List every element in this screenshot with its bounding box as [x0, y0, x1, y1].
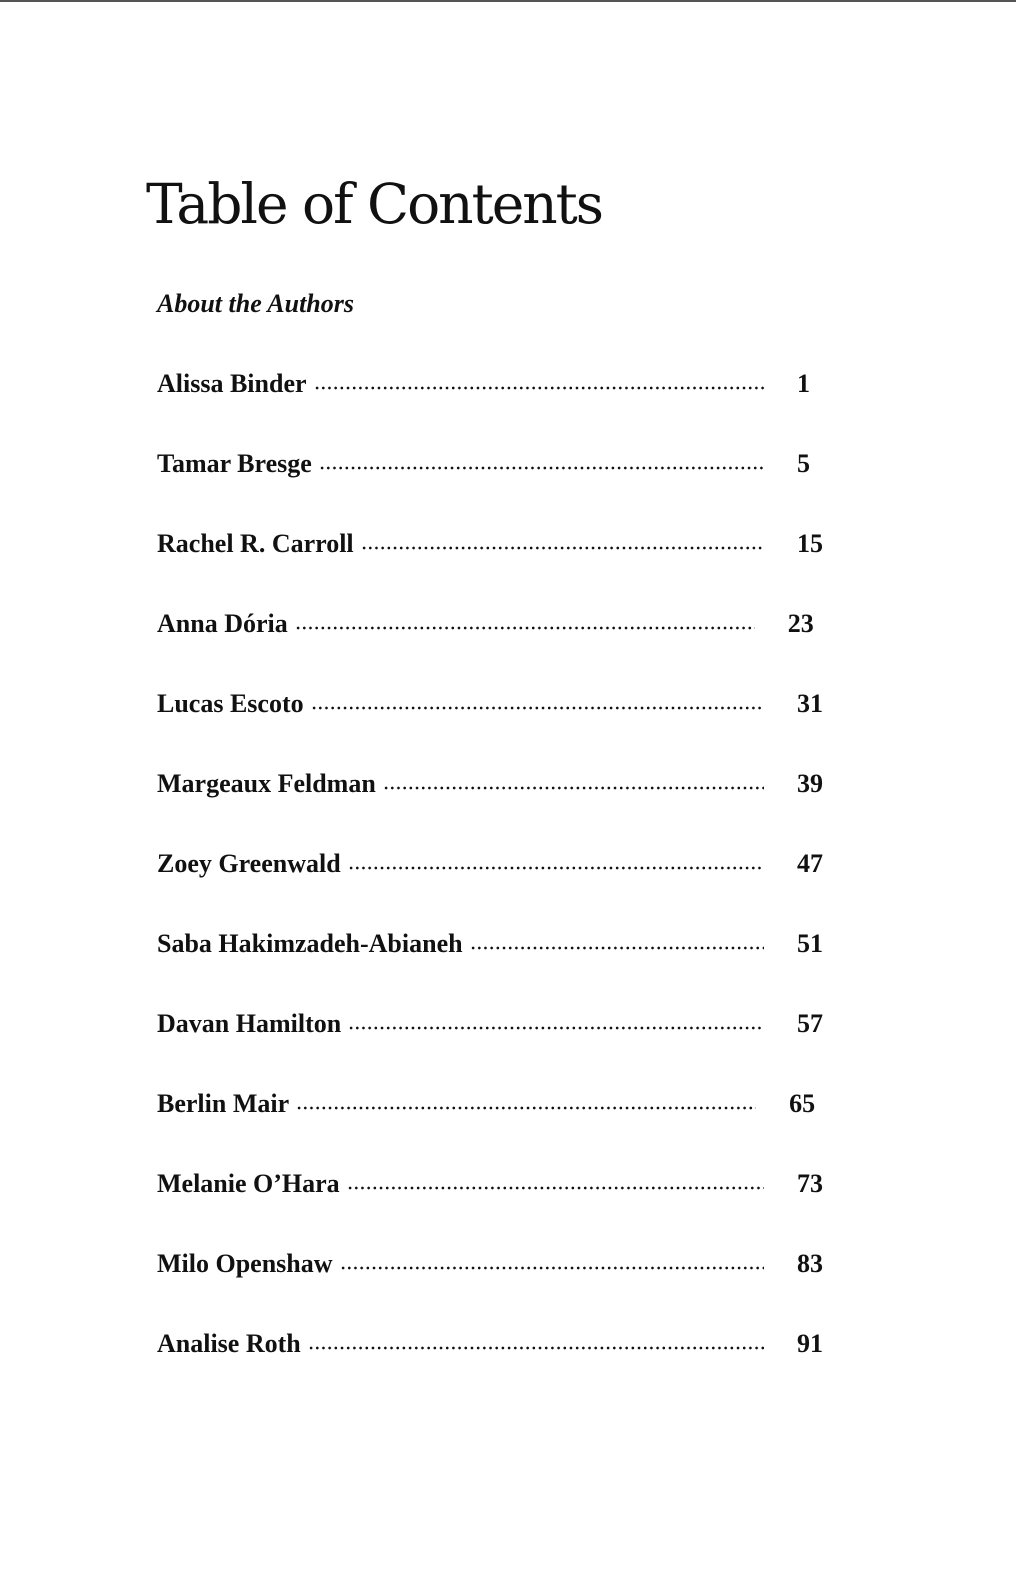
toc-entry-name: Berlin Mair: [157, 1089, 290, 1118]
dot-leader: [314, 386, 764, 390]
dot-leader: [383, 786, 764, 790]
dot-leader: [470, 946, 764, 950]
toc-entry-name: Alissa Binder: [157, 369, 307, 398]
toc-entry[interactable]: [157, 1246, 837, 1326]
toc-entry-name: Davan Hamilton: [157, 1009, 342, 1038]
toc-entry-name: Tamar Bresge: [157, 449, 312, 478]
dot-leader: [340, 1266, 764, 1270]
toc-entry[interactable]: [157, 1086, 837, 1166]
dot-leader: [347, 1186, 764, 1190]
section-heading: About the Authors: [157, 289, 355, 318]
toc-entry-name: Milo Openshaw: [157, 1249, 333, 1278]
dot-leader: [296, 1106, 756, 1110]
toc-entry[interactable]: [157, 766, 837, 846]
toc-entry-page: 15: [797, 529, 823, 558]
toc-entry[interactable]: [157, 446, 837, 526]
toc-entry-name: Anna Dória: [157, 609, 288, 638]
dot-leader: [311, 706, 764, 710]
toc-entry-name: Margeaux Feldman: [157, 769, 376, 798]
dot-leader: [361, 546, 764, 550]
page-title: Table of Contents: [146, 172, 603, 236]
dot-leader: [295, 626, 755, 630]
dot-leader: [319, 466, 764, 470]
toc-entry[interactable]: [157, 1326, 837, 1406]
toc-entry-page: 31: [797, 689, 823, 718]
toc-entry-page: 39: [797, 769, 823, 798]
toc-entry[interactable]: [157, 1006, 837, 1086]
toc-list: [157, 366, 837, 1406]
dot-leader: [348, 1026, 764, 1030]
toc-entry-page: 57: [797, 1009, 823, 1038]
dot-leader: [308, 1346, 764, 1350]
toc-entry[interactable]: [157, 606, 837, 686]
toc-entry-page: 47: [797, 849, 823, 878]
toc-entry-name: Melanie O’Hara: [157, 1169, 340, 1198]
toc-entry[interactable]: [157, 526, 837, 606]
dot-leader: [348, 866, 764, 870]
toc-entry-page: 23: [787, 609, 814, 638]
toc-entry-page: 5: [797, 449, 810, 478]
toc-entry-page: 91: [797, 1329, 823, 1358]
toc-entry-name: Zoey Greenwald: [157, 849, 341, 878]
toc-entry-name: Saba Hakimzadeh-Abianeh: [157, 929, 463, 958]
toc-entry-page: 1: [797, 369, 810, 398]
toc-entry-name: Lucas Escoto: [157, 689, 304, 718]
toc-entry[interactable]: [157, 926, 837, 1006]
toc-entry-page: 83: [797, 1249, 823, 1278]
toc-entry-page: 73: [797, 1169, 823, 1198]
toc-entry[interactable]: [157, 366, 837, 446]
toc-entry[interactable]: [157, 1166, 837, 1246]
toc-entry-name: Rachel R. Carroll: [157, 529, 354, 558]
toc-entry[interactable]: [157, 846, 837, 926]
toc-entry-page: 51: [797, 929, 823, 958]
toc-entry-name: Analise Roth: [157, 1329, 301, 1358]
toc-entry[interactable]: [157, 686, 837, 766]
toc-entry-page: 65: [789, 1089, 816, 1118]
